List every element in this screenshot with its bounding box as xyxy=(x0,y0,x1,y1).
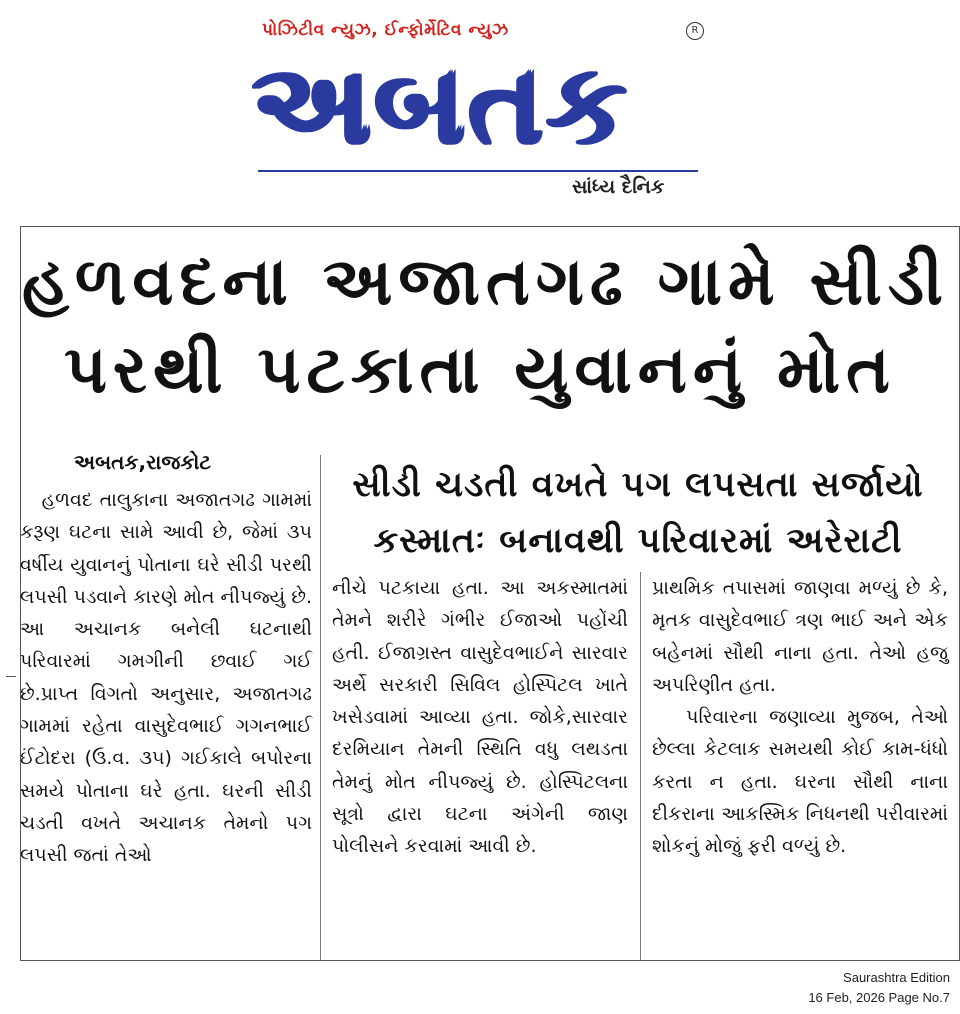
column-divider xyxy=(640,572,641,960)
article-subheadline xyxy=(333,457,943,569)
body-paragraph: પરિવારના જણાવ્યા મુજબ, તેઓ છેલ્લા કેટલાક સમયથી કોઈ કામ-ધંધો કરતા ન હતા. ઘરના સૌથી નાના દીકરાના આકસ્મિક નિધનથી પરીવારમાં શોકનું મોજું ફરી વળ્યું છે. xyxy=(652,706,955,858)
subheadline-line-1: સીડી ચડતી વખતે પગ લપસતા સર્જાયો xyxy=(352,465,924,505)
logo-underline xyxy=(258,170,698,172)
article-column-1 xyxy=(20,484,319,872)
page-footer xyxy=(808,968,950,1008)
article-byline: અબતક,રાજકોટ xyxy=(74,450,212,474)
body-paragraph: નીચે પટકાયા હતા. આ અકસ્માતમાં તેમને શરીરે ગંભીર ઈજાઓ પહોંચી હતી. ઈજાગ્રસ્ત વાસુદેવભાઈને સારવાર અર્થે સરકારી સિવિલ હોસ્પિટલ ખાતે ખસેડવામાં આવ્યા હતા. જોકે,સારવાર દરમિયાન તેમની સ્થિતિ વધુ લથડતા તેમનું મોત નીપજ્યું છે. હોસ્પિટલના સૂત્રો દ્વારા ઘટના અંગેની જાણ પોલીસને કરવામાં આવી છે. xyxy=(332,577,635,858)
article-frame-bottom xyxy=(20,960,960,961)
article-frame-top xyxy=(20,226,960,227)
column-divider xyxy=(320,455,321,960)
article-column-3 xyxy=(652,572,955,863)
edition-label: સાંધ્ય દૈનિક xyxy=(572,176,665,198)
masthead xyxy=(0,0,960,215)
article-column-2 xyxy=(332,572,635,863)
subheadline-line-2: કસ્માતઃ બનાવથી પરિવારમાં અરેરાટી xyxy=(373,521,903,561)
headline-line-1: હળવદના અજાતગઢ ગામે સીડી xyxy=(22,243,950,320)
registered-trademark-icon: R xyxy=(686,22,704,40)
article-headline xyxy=(22,238,950,414)
footer-edition: Saurashtra Edition xyxy=(843,970,950,985)
headline-line-2: પરથી પટકાતા યુવાનનું મોત xyxy=(64,331,896,408)
body-paragraph: પ્રાથમિક તપાસમાં જાણવા મળ્યું છે કે, મૃતક વાસુદેવભાઈ ત્રણ ભાઈ અને એક બહેનમાં સૌથી નાના હતા. તેઓ હજુ અપરિણીત હતા. xyxy=(652,577,955,696)
body-paragraph: હળવદ તાલુકાના અજાતગઢ ગામમાં કરૂણ ઘટના સામે આવી છે, જેમાં ૩૫ વર્ષીય યુવાનનું પોતાના ઘરે સીડી પરથી લપસી પડવાને કારણે મોત નીપજ્યું છે. આ અચાનક બનેલી ઘટનાથી પરિવારમાં ગમગીની છવાઈ ગઈ છે.પ્રાપ્ત વિગતો અનુસાર, અજાતગઢ ગામમાં રહેતા વાસુદેવભાઈ ગગનભાઈ ઈંટોદરા (ઉ.વ. ૩૫) ગઈકાલે બપોરના સમયે પોતાના ઘરે હતા. ઘરની સીડી ચડતી વખતે અચાનક તેમનો પગ લપસી જતાં તેઓ xyxy=(20,489,319,867)
fold-mark xyxy=(6,676,16,677)
masthead-tagline: પોઝિટીવ ન્યુઝ, ઈન્ફોર્મેટિવ ન્યુઝ xyxy=(262,20,509,40)
footer-date-page: 16 Feb, 2026 Page No.7 xyxy=(808,990,950,1005)
newspaper-logo: અબતક xyxy=(252,40,630,170)
